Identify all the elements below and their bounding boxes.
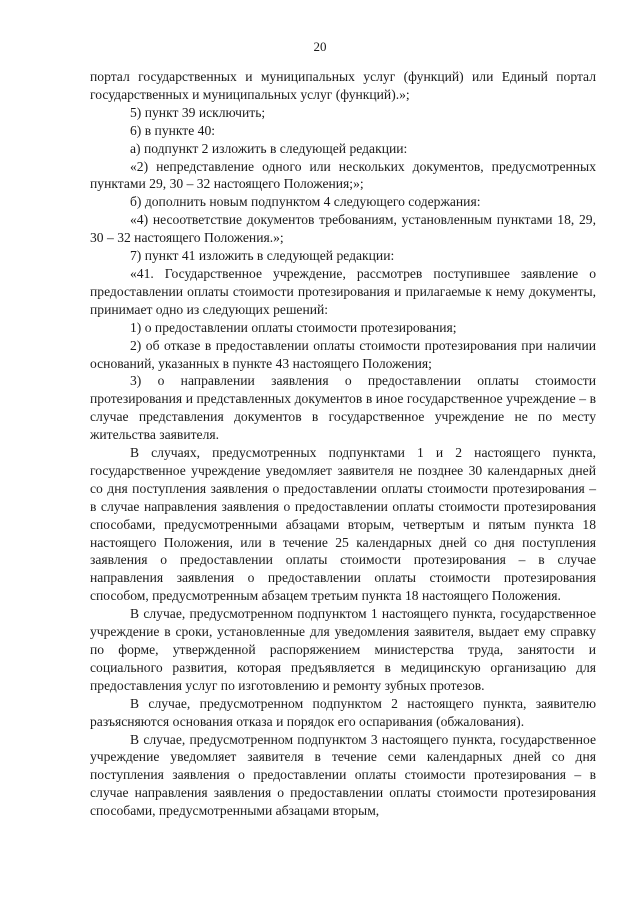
paragraph: «41. Государственное учреждение, рассмотрев поступившее заявление о предоставлении оплаты стоимости протезирования и прилагаемые к нему документы, принимает одно из следующих решений: xyxy=(90,265,596,317)
paragraph: б) дополнить новым подпунктом 4 следующего содержания: xyxy=(130,194,481,210)
document-body xyxy=(90,68,596,820)
paragraph: «2) непредставление одного или нескольких документов, предусмотренных пунктами 29, 30 – 32 настоящего Положения;»; xyxy=(90,158,596,192)
paragraph: портал государственных и муниципальных услуг (функций) или Единый портал государственных и муниципальных услуг (функций).»; xyxy=(90,69,596,102)
paragraph: В случае, предусмотренном подпунктом 3 настоящего пункта, государственное учреждение уведомляет заявителя в течение семи календарных дней со дня поступления заявления о предоставлении оплаты стоимости протезирования – в случае направления заявления о предоставлении оплаты стоимости протезирования способами, предусмотренными абзацами вторым, xyxy=(90,731,596,819)
paragraph: 7) пункт 41 изложить в следующей редакции: xyxy=(130,248,395,264)
paragraph: 1) о предоставлении оплаты стоимости протезирования; xyxy=(130,319,457,335)
paragraph: 6) в пункте 40: xyxy=(130,122,216,138)
paragraph: 5) пункт 39 исключить; xyxy=(130,104,266,120)
paragraph: В случае, предусмотренном подпунктом 1 настоящего пункта, государственное учреждение в сроки, установленные для уведомления заявителя, выдает ему справку по форме, утвержденной распоряжением министерства труда, занятости и социального развития, которая предъявляется в медицинскую организацию для предоставления услуг по изготовлению и ремонту зубных протезов. xyxy=(90,606,596,693)
paragraph: а) подпункт 2 изложить в следующей редакции: xyxy=(130,140,408,156)
paragraph: В случае, предусмотренном подпунктом 2 настоящего пункта, заявителю разъясняются основания отказа и порядок его оспаривания (обжалования). xyxy=(90,695,596,729)
page-number: 20 xyxy=(313,39,327,54)
paragraph: 3) о направлении заявления о предоставлении оплаты стоимости протезирования и представленных документов в иное государственное учреждение – в случае представления документов в государственное учреждение не по месту жительства заявителя. xyxy=(90,373,596,443)
paragraph: «4) несоответствие документов требованиям, установленным пунктами 18, 29, 30 – 32 настоящего Положения.»; xyxy=(90,212,596,246)
paragraph: 2) об отказе в предоставлении оплаты стоимости протезирования при наличии оснований, указанных в пункте 43 настоящего Положения; xyxy=(90,337,596,371)
paragraph: В случаях, предусмотренных подпунктами 1 и 2 настоящего пункта, государственное учреждение уведомляет заявителя не позднее 30 календарных дней со дня поступления заявления о предоставлении оплаты стоимости протезирования – в случае направления заявления о предоставлении оплаты стоимости протезирования способами, предусмотренными абзацами вторым, четвертым и пятым пункта 18 настоящего Положения, или в течение 25 календарных дней со дня поступления заявления о предоставлении оплаты стоимости протезирования – в случае направления заявления о предоставлении оплаты стоимости протезирования способом, предусмотренным абзацем третьим пункта 18 настоящего Положения. xyxy=(90,445,596,604)
